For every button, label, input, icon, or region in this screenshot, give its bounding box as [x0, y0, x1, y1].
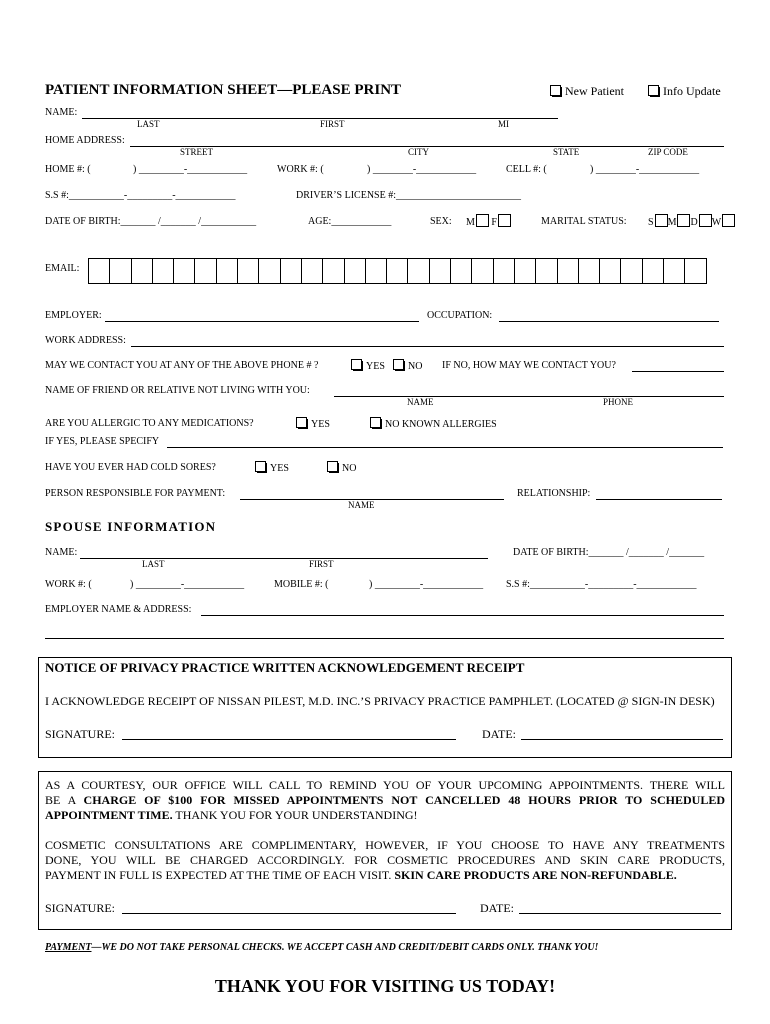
marital-m-box[interactable] — [677, 214, 690, 227]
no-label: NO — [342, 463, 357, 474]
contact-no-option[interactable] — [393, 359, 422, 372]
allergy-question: ARE YOU ALLERGIC TO ANY MEDICATIONS? — [45, 418, 254, 429]
sub-phone: PHONE — [603, 397, 634, 407]
thank-you-footer: THANK YOU FOR VISITING US TODAY! — [214, 976, 556, 996]
spouse-mobile-field[interactable]: ) _________-____________ — [369, 579, 484, 590]
drivers-license-field[interactable]: DRIVER’S LICENSE #:_________________________ — [296, 190, 521, 201]
marital-m-label: M — [667, 217, 677, 228]
checkbox-icon[interactable] — [255, 461, 266, 472]
spouse-heading: SPOUSE INFORMATION — [45, 519, 217, 534]
marital-label: MARITAL STATUS: — [541, 216, 627, 227]
home-phone-field[interactable]: ) _________-____________ — [133, 164, 248, 175]
marital-s-label: S — [648, 217, 654, 228]
form-title: PATIENT INFORMATION SHEET—PLEASE PRINT — [45, 82, 402, 98]
contact-question: MAY WE CONTACT YOU AT ANY OF THE ABOVE PHONE # ? — [45, 360, 319, 371]
new-patient-label: New Patient — [565, 84, 624, 98]
courtesy-line-2 — [45, 793, 725, 808]
payment-in-full: PAYMENT IN FULL IS EXPECTED AT THE TIME OF EACH VISIT. — [45, 868, 392, 882]
cosmetic-line-2: DONE, YOU WILL BE CHARGED ACCORDINGLY. FOR COSMETIC PROCEDURES AND SKIN CARE PRODUCTS, — [45, 853, 725, 867]
cell-phone-label: CELL #: ( — [506, 164, 547, 175]
privacy-signature-field[interactable] — [122, 739, 456, 740]
contact-alt-label: IF NO, HOW MAY WE CONTACT YOU? — [442, 360, 616, 371]
sex-m-label: M — [466, 217, 475, 228]
name-label: NAME: — [45, 107, 78, 118]
privacy-signature-label: SIGNATURE: — [45, 727, 116, 741]
occupation-label: OCCUPATION: — [427, 310, 493, 321]
relationship-label: RELATIONSHIP: — [517, 488, 591, 499]
marital-d-label: D — [690, 217, 698, 228]
payment-label: PAYMENT — [45, 942, 92, 953]
relationship-field[interactable] — [596, 499, 722, 500]
privacy-date-field[interactable] — [521, 739, 723, 740]
spouse-work-label: WORK #: ( — [45, 579, 92, 590]
employer-field[interactable] — [105, 321, 419, 322]
appointment-time-bold: APPOINTMENT TIME. — [45, 808, 173, 822]
sub-zip: ZIP CODE — [648, 147, 688, 157]
courtesy-line-1: AS A COURTESY, OUR OFFICE WILL CALL TO REMIND YOU OF YOUR UPCOMING APPOINTMENTS. THERE WILL — [45, 778, 725, 792]
missed-appointment-charge: CHARGE OF $100 FOR MISSED APPOINTMENTS NOT CANCELLED 48 HOURS PRIOR TO SCHEDULED — [83, 793, 725, 807]
courtesy-line-3 — [45, 808, 418, 823]
sex-m-box[interactable] — [476, 214, 489, 227]
marital-w-label: W — [711, 217, 722, 228]
home-address-label: HOME ADDRESS: — [45, 135, 125, 146]
sex-f-label: F — [491, 217, 497, 228]
courtesy-signature-field[interactable] — [122, 913, 456, 914]
payment-text: —WE DO NOT TAKE PERSONAL CHECKS. WE ACCEPT CASH AND CREDIT/DEBIT CARDS ONLY. THANK YOU! — [91, 942, 599, 953]
no-label: NO — [408, 361, 423, 372]
info-update-label: Info Update — [663, 84, 721, 98]
no-known-allergies-option[interactable] — [370, 417, 497, 430]
contact-alt-field[interactable] — [632, 371, 724, 372]
marital-options — [648, 214, 735, 228]
spouse-employer-field[interactable] — [201, 615, 724, 616]
spouse-mobile-label: MOBILE #: ( — [274, 579, 329, 590]
sub-city: CITY — [408, 147, 429, 157]
checkbox-icon[interactable] — [351, 359, 362, 370]
privacy-date-label: DATE: — [482, 727, 516, 741]
spouse-employer-label: EMPLOYER NAME & ADDRESS: — [45, 604, 192, 615]
home-phone-label: HOME #: ( — [45, 164, 91, 175]
work-phone-field[interactable]: ) ________-____________ — [367, 164, 477, 175]
cold-sores-question: HAVE YOU EVER HAD COLD SORES? — [45, 462, 216, 473]
sex-label: SEX: — [430, 216, 452, 227]
yes-label: YES — [311, 419, 330, 430]
checkbox-icon[interactable] — [296, 417, 307, 428]
spouse-dob-field[interactable]: DATE OF BIRTH:_______ /_______ /_______ — [513, 547, 705, 558]
employer-label: EMPLOYER: — [45, 310, 102, 321]
checkbox-icon[interactable] — [327, 461, 338, 472]
yes-label: YES — [366, 361, 385, 372]
sub-mi: MI — [498, 119, 509, 129]
email-label: EMAIL: — [45, 263, 80, 274]
spouse-employer-field-2[interactable] — [45, 638, 724, 639]
marital-d-box[interactable] — [699, 214, 712, 227]
checkbox-icon[interactable] — [648, 85, 659, 96]
sub-name-responsible: NAME — [348, 500, 375, 510]
cosmetic-line-3 — [45, 868, 677, 883]
sub-state: STATE — [553, 147, 580, 157]
privacy-ack: I ACKNOWLEDGE RECEIPT OF NISSAN PILEST, M.D. INC.’S PRIVACY PRACTICE PAMPHLET. (LOCATED @ SIGN-IN DESK) — [45, 694, 715, 708]
sex-f-box[interactable] — [498, 214, 511, 227]
spouse-ss-field[interactable]: S.S #:___________-_________-____________ — [506, 579, 697, 590]
privacy-heading: NOTICE OF PRIVACY PRACTICE WRITTEN ACKNOWLEDGEMENT RECEIPT — [45, 660, 525, 675]
info-update-option[interactable] — [648, 84, 721, 99]
sub-first: FIRST — [320, 119, 345, 129]
sub-last: LAST — [137, 119, 160, 129]
spouse-work-field[interactable]: ) _________-____________ — [130, 579, 245, 590]
courtesy-date-field[interactable] — [519, 913, 721, 914]
age-field[interactable]: AGE:____________ — [308, 216, 392, 227]
courtesy-signature-label: SIGNATURE: — [45, 901, 116, 915]
spouse-sub-last: LAST — [142, 559, 165, 569]
sub-street: STREET — [180, 147, 213, 157]
courtesy-thanks: THANK YOU FOR YOUR UNDERSTANDING! — [175, 808, 418, 822]
sex-options — [466, 214, 511, 228]
cell-phone-field[interactable]: ) ________-____________ — [590, 164, 700, 175]
responsible-label: PERSON RESPONSIBLE FOR PAYMENT: — [45, 488, 226, 499]
work-address-label: WORK ADDRESS: — [45, 335, 126, 346]
checkbox-icon[interactable] — [550, 85, 561, 96]
checkbox-icon[interactable] — [370, 417, 381, 428]
ss-field[interactable]: S.S #:___________-_________-____________ — [45, 190, 236, 201]
spouse-sub-first: FIRST — [309, 559, 334, 569]
contact-yes-option[interactable] — [351, 359, 385, 372]
checkbox-icon[interactable] — [393, 359, 404, 370]
courtesy-date-label: DATE: — [480, 901, 514, 915]
cold-sores-yes-option[interactable] — [255, 461, 289, 474]
marital-w-box[interactable] — [722, 214, 735, 227]
no-known-allergies-label: NO KNOWN ALLERGIES — [385, 419, 497, 430]
new-patient-option[interactable] — [550, 84, 624, 99]
specify-label: IF YES, PLEASE SPECIFY — [45, 436, 160, 447]
payment-note — [45, 942, 598, 953]
sub-name: NAME — [407, 397, 434, 407]
allergy-yes-option[interactable] — [296, 417, 330, 430]
cold-sores-no-option[interactable] — [327, 461, 356, 474]
courtesy-line-2-pre: BE A — [45, 793, 76, 807]
work-phone-label: WORK #: ( — [277, 164, 324, 175]
specify-field[interactable] — [167, 447, 723, 448]
yes-label: YES — [270, 463, 289, 474]
marital-s-box[interactable] — [655, 214, 668, 227]
non-refundable: SKIN CARE PRODUCTS ARE NON-REFUNDABLE. — [394, 868, 677, 882]
email-field[interactable] — [88, 258, 707, 284]
cosmetic-line-1: COSMETIC CONSULTATIONS ARE COMPLIMENTARY, HOWEVER, IF YOU CHOOSE TO HAVE ANY TREATMENTS — [45, 838, 725, 852]
friend-label: NAME OF FRIEND OR RELATIVE NOT LIVING WITH YOU: — [45, 385, 310, 396]
dob-field[interactable]: DATE OF BIRTH:_______ /_______ /___________ — [45, 216, 257, 227]
friend-field[interactable] — [334, 396, 724, 397]
work-address-field[interactable] — [131, 346, 724, 347]
occupation-field[interactable] — [499, 321, 719, 322]
spouse-name-label: NAME: — [45, 547, 78, 558]
